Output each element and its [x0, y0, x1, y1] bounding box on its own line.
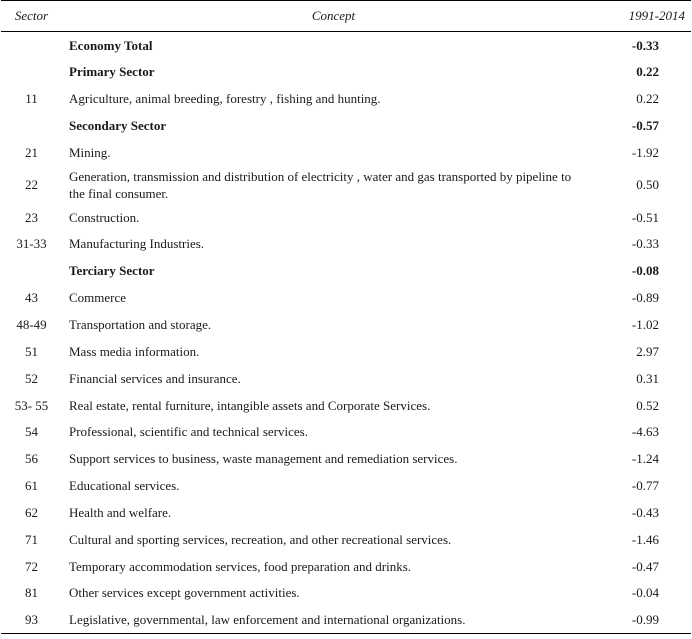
concept-cell: Secondary Sector	[69, 117, 167, 133]
value-cell: 0.22	[636, 64, 659, 80]
sector-code-cell: 81	[25, 585, 38, 601]
value-cell: -0.47	[631, 558, 659, 574]
table-row	[1, 311, 691, 338]
value-cell: 0.52	[636, 397, 659, 413]
concept-cell: Financial services and insurance.	[69, 370, 241, 386]
concept-cell: Cultural and sporting services, recreation, and other recreational services.	[69, 531, 452, 547]
table-row	[1, 553, 691, 580]
concept-cell: Real estate, rental furniture, intangible assets and Corporate Services.	[69, 397, 431, 413]
table-header	[1, 1, 691, 32]
concept-cell: Agriculture, animal breeding, forestry , fishing and hunting.	[69, 91, 381, 107]
concept-cell: Manufacturing Industries.	[69, 236, 205, 252]
concept-cell: Mining.	[69, 144, 111, 160]
value-cell: -4.63	[631, 424, 659, 440]
table-row	[1, 166, 691, 204]
value-cell: -0.89	[631, 290, 659, 306]
sector-table	[1, 0, 691, 634]
concept-cell: Terciary Sector	[69, 263, 155, 279]
sector-code-cell: 62	[25, 504, 38, 520]
table-row	[1, 231, 691, 258]
period-column-header: 1991-2014	[628, 8, 685, 23]
table-section-row	[1, 257, 691, 284]
value-cell: -0.99	[631, 612, 659, 628]
table-row	[1, 472, 691, 499]
concept-cell: Other services except government activities.	[69, 585, 300, 601]
sector-code-cell: 22	[25, 177, 38, 193]
sector-column-header: Sector	[14, 8, 49, 23]
concept-cell: Temporary accommodation services, food preparation and drinks.	[69, 558, 412, 574]
table-row	[1, 139, 691, 166]
sector-code-cell: 51	[25, 343, 38, 359]
table-row	[1, 85, 691, 112]
sector-code-cell: 31-33	[16, 236, 47, 252]
sector-code-cell	[1, 32, 62, 59]
concept-cell: Educational services.	[69, 478, 180, 494]
table-row	[1, 418, 691, 445]
value-cell: -0.08	[631, 263, 659, 279]
value-cell: 0.50	[636, 177, 659, 193]
value-cell: -0.43	[631, 504, 659, 520]
table-row	[1, 365, 691, 392]
table-section-row	[1, 112, 691, 139]
concept-cell: Health and welfare.	[69, 504, 172, 520]
table-row	[1, 499, 691, 526]
sector-code-cell: 43	[25, 290, 38, 306]
sector-code-cell	[1, 257, 62, 284]
value-cell: -0.33	[631, 37, 659, 53]
table-section-row	[1, 32, 691, 59]
sector-code-cell: 48-49	[16, 317, 47, 333]
table-row	[1, 204, 691, 231]
value-cell: -0.04	[631, 585, 659, 601]
value-cell: 0.31	[636, 370, 659, 386]
value-cell: -0.77	[631, 478, 659, 494]
sector-code-cell: 61	[25, 478, 38, 494]
concept-cell: Construction.	[69, 209, 140, 225]
sector-code-cell	[1, 58, 62, 85]
value-cell: -0.33	[631, 236, 659, 252]
sector-code-cell: 53- 55	[14, 397, 49, 413]
table-row	[1, 580, 691, 607]
value-cell: -0.57	[631, 117, 659, 133]
table-row	[1, 606, 691, 633]
sector-code-cell: 93	[25, 612, 38, 628]
value-cell: -1.24	[631, 451, 659, 467]
value-cell: 2.97	[636, 343, 659, 359]
sector-code-cell: 11	[25, 91, 38, 107]
table-body	[1, 32, 691, 634]
sector-code-cell: 23	[25, 209, 38, 225]
concept-cell: Professional, scientific and technical services.	[69, 424, 308, 440]
concept-column-header: Concept	[311, 8, 356, 23]
concept-cell: Commerce	[69, 290, 127, 306]
value-cell: 0.22	[636, 91, 659, 107]
value-cell: -1.92	[631, 144, 659, 160]
sector-code-cell	[1, 112, 62, 139]
sector-code-cell: 54	[25, 424, 38, 440]
value-cell: -1.46	[631, 531, 659, 547]
sector-code-cell: 52	[25, 370, 38, 386]
header-row	[1, 1, 691, 32]
table-section-row	[1, 58, 691, 85]
sector-code-cell: 21	[25, 144, 38, 160]
concept-cell: Support services to business, waste management and remediation services.	[69, 451, 458, 467]
table-row	[1, 526, 691, 553]
concept-cell: Legislative, governmental, law enforcement and international organizations.	[69, 612, 466, 628]
value-cell: -1.02	[631, 317, 659, 333]
concept-cell: Transportation and storage.	[69, 317, 212, 333]
table-row	[1, 445, 691, 472]
sector-code-cell: 71	[25, 531, 38, 547]
concept-cell: Mass media information.	[69, 343, 200, 359]
concept-cell: Generation, transmission and distribution of electricity , water and gas transported by pipeline to the final consumer.	[69, 168, 572, 201]
table-row	[1, 284, 691, 311]
sector-code-cell: 56	[25, 451, 38, 467]
concept-cell: Primary Sector	[69, 64, 155, 80]
concept-cell: Economy Total	[69, 37, 153, 53]
value-cell: -0.51	[631, 209, 659, 225]
sector-code-cell: 72	[25, 558, 38, 574]
table-row	[1, 338, 691, 365]
table-row	[1, 392, 691, 419]
